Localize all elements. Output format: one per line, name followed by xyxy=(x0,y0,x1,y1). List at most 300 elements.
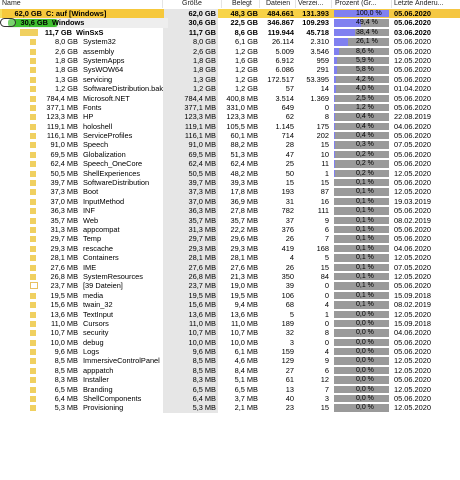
folder-icon xyxy=(30,142,36,148)
percent-bar xyxy=(334,66,389,73)
cell-size: 1,2 GB xyxy=(192,84,216,94)
cell-date: 05.06.2020 xyxy=(394,37,431,47)
cell-percent: 0,1 % xyxy=(356,225,374,233)
cell-dateien: 159 xyxy=(281,347,294,357)
cell-percent: 8,6 % xyxy=(356,47,374,55)
percent-bar xyxy=(334,198,389,205)
cell-dateien: 376 xyxy=(281,224,294,234)
cell-size-inline: 8,5 MB xyxy=(54,365,78,375)
cell-percent: 26,1 % xyxy=(356,38,378,46)
header-dateien[interactable]: Dateien xyxy=(266,0,291,7)
cell-dateien: 6.086 xyxy=(275,65,294,75)
folder-icon xyxy=(30,358,36,364)
percent-bar xyxy=(334,235,389,242)
cell-size-inline: 10,0 MB xyxy=(50,337,78,347)
cell-size: 37,3 MB xyxy=(188,187,216,197)
cell-size-inline: 1,2 GB xyxy=(54,84,78,94)
table-row[interactable] xyxy=(0,37,460,46)
cell-belegt: 105,5 MB xyxy=(226,121,258,131)
cell-date: 05.06.2020 xyxy=(394,206,431,216)
folder-icon xyxy=(30,377,36,383)
table-row[interactable] xyxy=(0,197,460,206)
table-row[interactable] xyxy=(0,234,460,243)
cell-name: Logs xyxy=(83,347,100,357)
percent-bar xyxy=(334,151,389,158)
table-row[interactable] xyxy=(0,300,460,309)
cell-name: SoftwareDistribution.bak xyxy=(83,84,163,94)
table-row[interactable] xyxy=(0,347,460,356)
cell-belegt: 48,2 MB xyxy=(230,168,258,178)
cell-size: 1,8 GB xyxy=(192,65,216,75)
cell-verzeichnisse: 7 xyxy=(324,384,329,394)
folder-icon xyxy=(30,114,36,120)
table-row[interactable] xyxy=(0,375,460,384)
table-row[interactable] xyxy=(0,28,460,37)
folder-icon xyxy=(30,236,36,242)
percent-bar xyxy=(334,76,389,83)
percent-bar xyxy=(334,339,389,346)
cell-name: Speech xyxy=(83,140,109,150)
cell-percent: 0,1 % xyxy=(356,216,374,224)
cell-date: 15.09.2018 xyxy=(394,290,431,300)
cell-size-inline: 29,7 MB xyxy=(50,234,78,244)
cell-belegt: 22,5 GB xyxy=(230,18,258,28)
cell-date: 07.05.2020 xyxy=(394,140,431,150)
table-row[interactable] xyxy=(0,122,460,131)
cell-belegt: 1,2 GB xyxy=(234,46,258,56)
cell-verzeichnisse: 10 xyxy=(320,149,329,159)
cell-verzeichnisse: 7 xyxy=(324,234,329,244)
cell-dateien: 419 xyxy=(281,243,294,253)
cell-percent: 0,0 % xyxy=(356,395,374,403)
cell-date: 05.06.2020 xyxy=(394,18,431,28)
cell-size-inline: 37,0 MB xyxy=(50,196,78,206)
folder-icon xyxy=(30,208,36,214)
table-row[interactable] xyxy=(0,150,460,159)
cell-size-inline: 9,6 MB xyxy=(54,347,78,357)
cell-belegt: 17,8 MB xyxy=(230,187,258,197)
table-row[interactable] xyxy=(0,328,460,337)
table-row[interactable] xyxy=(0,47,460,56)
table-row[interactable] xyxy=(0,281,460,290)
table-row[interactable] xyxy=(0,216,460,225)
cell-belegt: 6,5 MB xyxy=(234,384,258,394)
cell-verzeichnisse: 6 xyxy=(324,365,329,375)
cell-name: media xyxy=(83,290,104,300)
cell-name: ShellComponents xyxy=(83,394,142,404)
cell-belegt: 4,6 MB xyxy=(234,356,258,366)
cell-size-inline: 377,1 MB xyxy=(46,102,78,112)
percent-bar xyxy=(334,179,389,186)
cell-belegt: 29,3 MB xyxy=(230,243,258,253)
folder-icon xyxy=(30,255,36,261)
cell-size: 6,4 MB xyxy=(192,394,216,404)
cell-percent: 100,0 % xyxy=(356,10,382,17)
percent-bar xyxy=(334,395,389,402)
header-verzeichnisse[interactable]: Verzei... xyxy=(298,0,324,7)
cell-dateien: 25 xyxy=(285,159,294,169)
cell-date: 05.06.2020 xyxy=(394,375,431,385)
cell-dateien: 31 xyxy=(285,196,294,206)
cell-size: 119,1 MB xyxy=(184,121,216,131)
cell-dateien: 40 xyxy=(285,394,294,404)
cell-percent: 0,4 % xyxy=(356,122,374,130)
percent-bar xyxy=(334,38,389,45)
cell-name: WinSxS xyxy=(76,27,104,37)
cell-verzeichnisse: 168 xyxy=(316,243,329,253)
cell-size-inline: 35,7 MB xyxy=(50,215,78,225)
cell-dateien: 5 xyxy=(289,309,294,319)
cell-dateien: 26 xyxy=(285,234,294,244)
cell-size-inline: 8,5 MB xyxy=(54,356,78,366)
cell-dateien: 50 xyxy=(285,168,294,178)
cell-size: 116,1 MB xyxy=(184,131,216,141)
cell-belegt: 22,2 MB xyxy=(230,224,258,234)
table-row[interactable] xyxy=(0,319,460,328)
cell-verzeichnisse: 0 xyxy=(324,281,329,291)
cell-dateien: 172.517 xyxy=(267,74,294,84)
cell-dateien: 129 xyxy=(281,356,294,366)
percent-bar xyxy=(334,57,389,64)
cell-percent: 0,1 % xyxy=(356,179,374,187)
cell-size-inline: 29,3 MB xyxy=(50,243,78,253)
cell-dateien: 27 xyxy=(285,365,294,375)
cell-size-inline: 8,0 GB xyxy=(54,37,78,47)
cell-verzeichnisse: 8 xyxy=(324,112,329,122)
cell-belegt: 48,3 GB xyxy=(230,9,258,18)
cell-date: 19.03.2019 xyxy=(394,196,431,206)
cell-name: Branding xyxy=(83,384,113,394)
cell-date: 22.08.2019 xyxy=(394,112,431,122)
cell-dateien: 1.145 xyxy=(275,121,294,131)
folder-icon xyxy=(30,86,36,92)
cell-date: 08.02.2019 xyxy=(394,300,431,310)
cell-size: 27,6 MB xyxy=(188,262,216,272)
percent-bar xyxy=(334,245,389,252)
percent-bar xyxy=(334,348,389,355)
table-row[interactable] xyxy=(0,112,460,121)
cell-percent: 2,5 % xyxy=(356,94,374,102)
cell-belegt: 39,3 MB xyxy=(230,178,258,188)
cell-size: 11,0 MB xyxy=(189,318,216,328)
cell-size-inline: 1,3 GB xyxy=(54,74,78,84)
cell-size: 39,7 MB xyxy=(188,178,216,188)
header-prozent[interactable]: Prozent (Gr... xyxy=(335,0,377,7)
cell-size: 35,7 MB xyxy=(188,215,216,225)
cell-belegt: 36,9 MB xyxy=(230,196,258,206)
cell-verzeichnisse: 4 xyxy=(324,347,329,357)
cell-name: appcompat xyxy=(83,224,120,234)
folder-icon xyxy=(30,293,36,299)
cell-belegt: 11,0 MB xyxy=(231,318,258,328)
cell-verzeichnisse: 1.369 xyxy=(310,93,329,103)
cell-size: 23,7 MB xyxy=(188,281,216,291)
cell-name: Boot xyxy=(83,187,99,197)
table-row[interactable] xyxy=(0,225,460,234)
cell-date: 05.06.2020 xyxy=(394,234,431,244)
cell-dateien: 68 xyxy=(285,300,294,310)
file-icon xyxy=(30,282,38,289)
cell-dateien: 782 xyxy=(281,206,294,216)
table-row[interactable] xyxy=(0,131,460,140)
cell-size: 11,7 GB xyxy=(188,27,216,37)
cell-date: 05.06.2020 xyxy=(394,131,431,141)
cell-size-inline: 26,8 MB xyxy=(50,271,78,281)
cell-size-inline: 27,6 MB xyxy=(50,262,78,272)
cell-verzeichnisse: 109.293 xyxy=(302,18,329,28)
folder-icon xyxy=(30,321,36,327)
cell-date: 12.05.2020 xyxy=(394,55,431,65)
cell-name: servicing xyxy=(83,74,113,84)
cell-size-inline: 36,3 MB xyxy=(50,206,78,216)
cell-belegt: 1,2 GB xyxy=(234,65,258,75)
cell-name: SoftwareDistribution xyxy=(83,178,150,188)
percent-bar xyxy=(334,29,389,36)
cell-name: Installer xyxy=(83,375,109,385)
cell-percent: 4,0 % xyxy=(356,85,374,93)
folder-icon xyxy=(30,368,36,374)
percent-bar xyxy=(334,132,389,139)
cell-verzeichnisse: 4 xyxy=(324,300,329,310)
table-row[interactable] xyxy=(0,403,460,412)
table-row[interactable] xyxy=(0,9,460,18)
cell-size: 28,1 MB xyxy=(188,253,216,263)
percent-bar xyxy=(334,19,389,26)
cell-size-inline: 119,1 MB xyxy=(46,121,78,131)
cell-size: 30,6 GB xyxy=(188,18,216,28)
cell-belegt: 62,4 MB xyxy=(230,159,258,169)
cell-dateien: 714 xyxy=(281,131,294,141)
folder-icon xyxy=(30,274,36,280)
cell-verzeichnisse: 0 xyxy=(324,102,329,112)
table-row[interactable] xyxy=(0,356,460,365)
cell-verzeichnisse: 111 xyxy=(317,206,329,216)
cell-percent: 0,0 % xyxy=(356,348,374,356)
cell-dateien: 13 xyxy=(285,384,294,394)
percent-bar xyxy=(334,404,389,411)
table-row[interactable] xyxy=(0,65,460,74)
percent-bar xyxy=(334,226,389,233)
folder-icon xyxy=(30,171,36,177)
table-row[interactable] xyxy=(0,56,460,65)
table-row[interactable] xyxy=(0,75,460,84)
cell-dateien: 5.009 xyxy=(275,46,294,56)
cell-belegt: 9,4 MB xyxy=(234,300,258,310)
cell-name: rescache xyxy=(83,243,113,253)
table-row[interactable] xyxy=(0,263,460,272)
cell-name: Microsoft.NET xyxy=(83,93,130,103)
table-row[interactable] xyxy=(0,169,460,178)
table-row[interactable] xyxy=(0,18,460,27)
cell-size: 10,0 MB xyxy=(188,337,216,347)
cell-belegt: 3,7 MB xyxy=(234,394,258,404)
cell-size: 13,6 MB xyxy=(188,309,216,319)
cell-dateien: 4 xyxy=(289,253,294,263)
cell-dateien: 61 xyxy=(285,375,294,385)
cell-belegt: 6,1 MB xyxy=(234,347,258,357)
cell-belegt: 331,0 MB xyxy=(226,102,258,112)
cell-belegt: 51,3 MB xyxy=(230,149,258,159)
cell-date: 05.06.2020 xyxy=(394,224,431,234)
cell-dateien: 47 xyxy=(285,149,294,159)
table-row[interactable] xyxy=(0,338,460,347)
folder-icon xyxy=(30,58,36,64)
table-row[interactable] xyxy=(0,244,460,253)
cell-belegt: 1,2 GB xyxy=(234,84,258,94)
cell-percent: 0,1 % xyxy=(356,282,374,290)
cell-verzeichnisse: 15 xyxy=(320,403,329,413)
cell-name: assembly xyxy=(83,46,115,56)
table-row[interactable] xyxy=(0,394,460,403)
cell-percent: 1,2 % xyxy=(356,103,374,111)
table-row[interactable] xyxy=(0,366,460,375)
cell-dateien: 26 xyxy=(285,262,294,272)
cell-size-inline: 39,7 MB xyxy=(50,178,78,188)
cell-size: 1,8 GB xyxy=(192,55,216,65)
cell-size: 36,3 MB xyxy=(188,206,216,216)
table-row[interactable] xyxy=(0,272,460,281)
cell-size-inline: 10,7 MB xyxy=(50,328,78,338)
cell-size-inline: 19,5 MB xyxy=(50,290,78,300)
cell-date: 04.06.2020 xyxy=(394,243,431,253)
cell-verzeichnisse: 9 xyxy=(324,215,329,225)
cell-size-inline: 6,4 MB xyxy=(54,394,78,404)
cell-percent: 0,1 % xyxy=(356,272,374,280)
cell-size: 15,6 MB xyxy=(188,300,216,310)
table-row[interactable] xyxy=(0,178,460,187)
header-size[interactable]: Größe xyxy=(182,0,202,7)
table-row[interactable] xyxy=(0,187,460,196)
folder-icon xyxy=(30,340,36,346)
cell-belegt: 27,8 MB xyxy=(230,206,258,216)
table-row[interactable] xyxy=(0,206,460,215)
header-name[interactable]: Name xyxy=(2,0,21,7)
cell-date: 07.05.2020 xyxy=(394,262,431,272)
percent-bar xyxy=(334,357,389,364)
cell-size: 8,3 MB xyxy=(192,375,216,385)
table-row[interactable] xyxy=(0,94,460,103)
table-row[interactable] xyxy=(0,103,460,112)
percent-bar xyxy=(334,123,389,130)
cell-verzeichnisse: 15 xyxy=(320,262,329,272)
table-row[interactable] xyxy=(0,253,460,262)
percent-bar xyxy=(334,104,389,111)
cell-belegt: 21,3 MB xyxy=(230,271,258,281)
cell-percent: 0,0 % xyxy=(356,310,374,318)
cell-date: 15.09.2018 xyxy=(394,318,431,328)
percent-bar xyxy=(334,264,389,271)
cell-name: IME xyxy=(83,262,97,272)
cell-verzeichnisse: 291 xyxy=(316,65,329,75)
table-row[interactable] xyxy=(0,84,460,93)
cell-size: 8,5 MB xyxy=(192,356,216,366)
cell-percent: 0,0 % xyxy=(356,319,374,327)
cell-belegt: 2,1 MB xyxy=(234,403,258,413)
cell-date: 04.06.2020 xyxy=(394,328,431,338)
cell-size-inline: 15,6 MB xyxy=(50,300,78,310)
percent-bar xyxy=(334,160,389,167)
percent-bar xyxy=(334,311,389,318)
cell-dateien: 3.514 xyxy=(275,93,294,103)
table-row[interactable] xyxy=(0,291,460,300)
header-belegt[interactable]: Belegt xyxy=(232,0,252,7)
cell-verzeichnisse: 0 xyxy=(324,290,329,300)
cell-dateien: 350 xyxy=(281,271,294,281)
cell-size-inline: 6,5 MB xyxy=(54,384,78,394)
cell-size-inline: 50,5 MB xyxy=(50,168,78,178)
cell-percent: 0,1 % xyxy=(356,263,374,271)
column-header xyxy=(0,0,460,8)
cell-size-inline: 1,8 GB xyxy=(54,65,78,75)
cell-verzeichnisse: 45.718 xyxy=(306,27,329,37)
folder-icon xyxy=(30,180,36,186)
folder-icon xyxy=(30,96,36,102)
table-row[interactable] xyxy=(0,159,460,168)
cell-verzeichnisse: 202 xyxy=(316,131,329,141)
cell-name: INF xyxy=(83,206,95,216)
table-row[interactable] xyxy=(0,310,460,319)
cell-name: System32 xyxy=(83,37,116,47)
cell-verzeichnisse: 53.395 xyxy=(306,74,329,84)
folder-icon xyxy=(30,189,36,195)
cell-size-inline: 11,7 GB xyxy=(44,27,72,37)
folder-icon xyxy=(30,199,36,205)
cell-dateien: 26.114 xyxy=(271,37,294,47)
cell-belegt: 88,2 MB xyxy=(230,140,258,150)
tree-table xyxy=(0,9,460,413)
cell-date: 05.06.2020 xyxy=(394,159,431,169)
cell-name: Temp xyxy=(83,234,102,244)
cell-size: 69,5 MB xyxy=(188,149,216,159)
cell-name: Fonts xyxy=(83,102,102,112)
cell-belegt: 60,1 MB xyxy=(230,131,258,141)
header-letzte-aenderung[interactable]: Letzte Änderu... xyxy=(394,0,444,7)
cell-size: 29,7 MB xyxy=(188,234,216,244)
cell-size: 29,3 MB xyxy=(188,243,216,253)
cell-date: 12.05.2020 xyxy=(394,253,431,263)
percent-bar xyxy=(334,113,389,120)
cell-date: 05.06.2020 xyxy=(394,394,431,404)
cell-dateien: 189 xyxy=(281,318,294,328)
table-row[interactable] xyxy=(0,140,460,149)
percent-bar xyxy=(334,141,389,148)
cell-date: 05.06.2020 xyxy=(394,337,431,347)
cell-size-inline: 1,8 GB xyxy=(54,55,78,65)
cell-size: 62,4 MB xyxy=(188,159,216,169)
cell-date: 01.04.2020 xyxy=(394,84,431,94)
table-row[interactable] xyxy=(0,385,460,394)
cell-name: Web xyxy=(83,215,99,225)
cell-name: holoshell xyxy=(83,121,113,131)
cell-verzeichnisse: 6 xyxy=(324,224,329,234)
cell-belegt: 1,2 GB xyxy=(234,74,258,84)
cell-dateien: 23 xyxy=(285,403,294,413)
cell-verzeichnisse: 3.546 xyxy=(310,46,329,56)
percent-bar xyxy=(334,217,389,224)
cell-size-inline: 62,0 GB xyxy=(14,9,42,18)
cell-size-inline: 5,3 MB xyxy=(54,403,78,413)
cell-size: 10,7 MB xyxy=(188,328,216,338)
cell-dateien: 57 xyxy=(285,84,294,94)
percent-bar xyxy=(334,301,389,308)
cell-date: 05.06.2020 xyxy=(394,93,431,103)
cell-percent: 0,1 % xyxy=(356,301,374,309)
cell-name: ShellExperiences xyxy=(83,168,141,178)
folder-icon xyxy=(30,330,36,336)
cell-size: 2,6 GB xyxy=(192,46,216,56)
cell-percent: 0,2 % xyxy=(356,150,374,158)
cell-percent: 0,0 % xyxy=(356,357,374,365)
